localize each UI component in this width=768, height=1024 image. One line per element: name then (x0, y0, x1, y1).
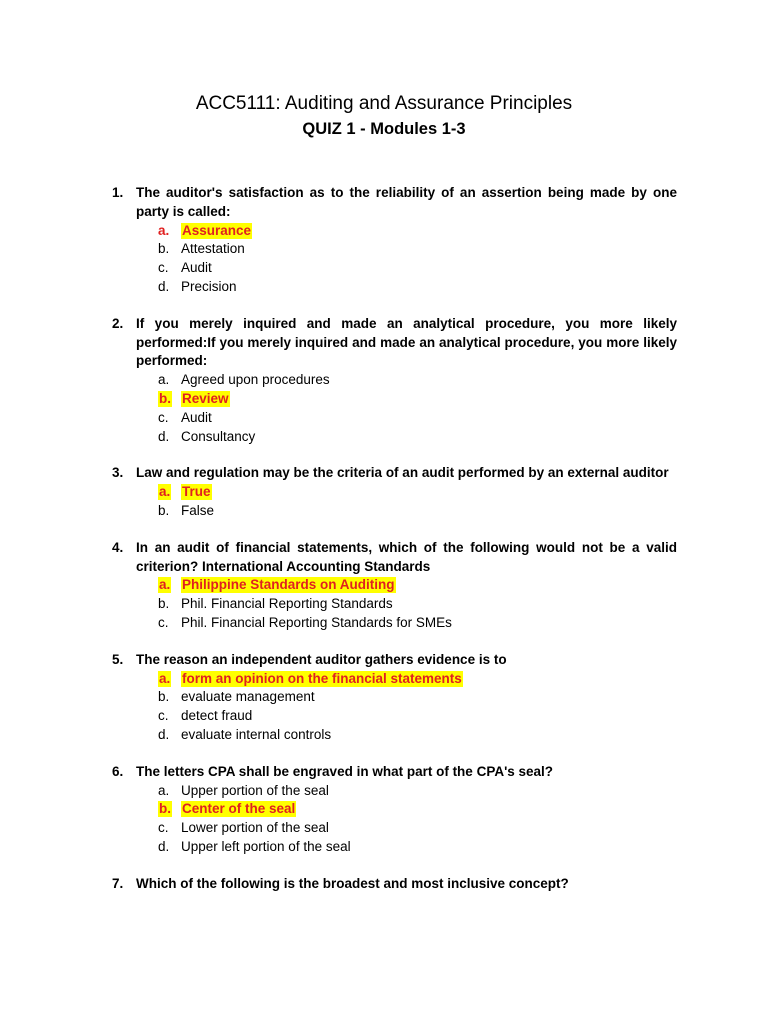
correct-answer-option (0, 483, 768, 502)
option-letter (158, 428, 169, 447)
option-label: Precision (181, 278, 237, 294)
option-letter-text: b. (159, 801, 171, 817)
option-letter-text: a. (158, 222, 170, 238)
question-item (0, 763, 768, 857)
option-list (0, 483, 768, 521)
option-letter-text: c. (158, 409, 169, 425)
question-text: The letters CPA shall be engraved in what part of the CPA's seal? (136, 763, 554, 779)
option-letter-text: b. (158, 241, 170, 257)
option-label: Upper left portion of the seal (181, 838, 351, 854)
option-letter (158, 371, 169, 390)
option-label: Phil. Financial Reporting Standards for SMEs (181, 614, 452, 630)
option-letter-text: a. (158, 782, 170, 798)
answer-option (0, 409, 768, 428)
option-label: evaluate management (181, 689, 315, 705)
answer-option (0, 782, 768, 801)
option-label: Phil. Financial Reporting Standards (181, 596, 393, 612)
option-text (181, 782, 329, 801)
option-text (181, 428, 255, 447)
option-text (181, 502, 214, 521)
highlighted-answer-text: Assurance (182, 222, 252, 238)
option-letter-text: b. (158, 502, 170, 518)
answer-option (0, 259, 768, 278)
highlighted-answer-text: Center of the seal (182, 801, 296, 817)
question-text: Law and regulation may be the criteria of an audit performed by an external auditor (136, 465, 669, 481)
question-number: 2. (112, 315, 124, 331)
option-letter-text: a. (158, 372, 170, 388)
document-subtitle: QUIZ 1 - Modules 1-3 (302, 120, 466, 138)
highlighted-answer-text: form an opinion on the financial statements (182, 670, 462, 686)
option-letter (158, 670, 171, 689)
option-text (181, 240, 245, 259)
question-text: In an audit of financial statements, which of the following would not be a valid criterion? International Accounting Standards (136, 539, 677, 574)
question-text: Which of the following is the broadest and most inclusive concept? (136, 875, 569, 891)
question-number: 4. (112, 539, 124, 555)
option-letter-text: b. (158, 689, 170, 705)
option-text (181, 819, 329, 838)
option-text (181, 688, 315, 707)
option-letter (158, 614, 169, 633)
answer-option (0, 819, 768, 838)
option-letter-text: d. (158, 838, 170, 854)
question-text: The reason an independent auditor gathers evidence is to (136, 651, 507, 667)
option-letter (158, 576, 171, 595)
option-letter (158, 222, 169, 241)
option-letter (158, 688, 169, 707)
correct-answer-option (0, 576, 768, 595)
option-label: Agreed upon procedures (181, 372, 330, 388)
option-label: Lower portion of the seal (181, 820, 329, 836)
option-letter-text: d. (158, 726, 170, 742)
question-number: 1. (112, 185, 124, 200)
option-list (0, 782, 768, 857)
option-text (181, 222, 252, 241)
option-text (181, 371, 330, 390)
question-number: 3. (112, 465, 124, 481)
option-text (181, 259, 212, 278)
option-text (181, 278, 237, 297)
highlighted-answer-text: Review (182, 390, 229, 406)
option-letter (158, 800, 172, 819)
correct-answer-option (0, 222, 768, 241)
option-text (181, 707, 252, 726)
option-label: evaluate internal controls (181, 726, 332, 742)
correct-answer-option (0, 670, 768, 689)
option-text (181, 726, 331, 745)
question-item (0, 875, 768, 894)
answer-option (0, 240, 768, 259)
question-item (0, 539, 768, 633)
option-list (0, 670, 768, 745)
option-letter (158, 240, 169, 259)
answer-option (0, 371, 768, 390)
correct-answer-option (0, 800, 768, 819)
option-letter-text: c. (158, 260, 169, 276)
option-letter (158, 278, 169, 297)
option-letter-text: d. (158, 278, 170, 294)
question-item (0, 184, 768, 297)
question-item (0, 651, 768, 745)
option-text (181, 576, 396, 595)
option-letter (158, 782, 169, 801)
option-letter (158, 409, 169, 428)
answer-option (0, 502, 768, 521)
option-text (181, 483, 212, 502)
option-text (181, 670, 463, 689)
option-letter (158, 483, 171, 502)
option-letter-text: c. (158, 820, 169, 836)
option-letter (158, 259, 169, 278)
answer-option (0, 595, 768, 614)
option-text (181, 409, 212, 428)
option-letter-text: d. (158, 428, 170, 444)
option-letter-text: b. (158, 596, 170, 612)
option-text (181, 838, 351, 857)
option-letter (158, 595, 169, 614)
option-label: Attestation (181, 241, 245, 257)
question-number: 6. (112, 763, 124, 779)
highlighted-answer-text: Philippine Standards on Auditing (182, 577, 395, 593)
question-number: 5. (112, 651, 124, 667)
option-letter (158, 390, 172, 409)
option-letter (158, 726, 169, 745)
option-text (181, 595, 393, 614)
question-number: 7. (112, 875, 124, 891)
answer-option (0, 278, 768, 297)
answer-option (0, 726, 768, 745)
answer-option (0, 614, 768, 633)
option-label: Upper portion of the seal (181, 782, 329, 798)
option-letter-text: a. (159, 577, 171, 593)
option-letter-text: c. (158, 708, 169, 724)
option-letter (158, 707, 169, 726)
option-text (181, 614, 452, 633)
option-label: Audit (181, 260, 212, 276)
question-item (0, 464, 768, 520)
option-list (0, 371, 768, 446)
question-item (0, 315, 768, 447)
question-text: The auditor's satisfaction as to the reliability of an assertion being made by one party is called: (136, 185, 677, 219)
highlighted-answer-text: True (182, 484, 211, 500)
answer-option (0, 707, 768, 726)
option-text (181, 390, 230, 409)
option-label: Audit (181, 409, 212, 425)
option-list (0, 222, 768, 297)
option-letter (158, 838, 169, 857)
question-list (0, 184, 768, 912)
option-letter (158, 819, 169, 838)
document-title: ACC5111: Auditing and Assurance Principles (195, 93, 573, 114)
option-label: Consultancy (181, 428, 256, 444)
option-letter-text: c. (158, 614, 169, 630)
option-list (0, 576, 768, 632)
option-letter-text: b. (159, 390, 171, 406)
option-letter (158, 502, 169, 521)
option-label: detect fraud (181, 708, 253, 724)
correct-answer-option (0, 390, 768, 409)
option-label: False (181, 502, 215, 518)
option-letter-text: a. (159, 484, 171, 500)
option-text (181, 800, 296, 819)
answer-option (0, 688, 768, 707)
answer-option (0, 428, 768, 447)
answer-option (0, 838, 768, 857)
option-letter-text: a. (159, 670, 171, 686)
question-text: If you merely inquired and made an analytical procedure, you more likely performed:If you merely inquired and made an analytical procedure, you more likely performed: (136, 315, 677, 369)
